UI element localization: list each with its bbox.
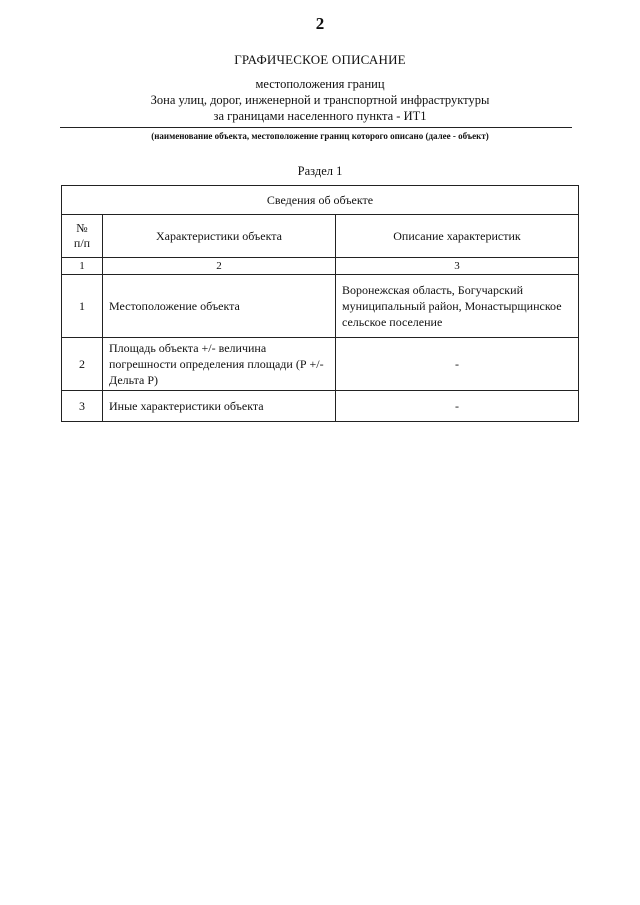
row-description: Воронежская область, Богучарский муниципальный район, Монастырщинское сельское поселение <box>336 275 579 338</box>
object-name-line-2: Зона улиц, дорог, инженерной и транспортной инфраструктуры <box>150 93 490 107</box>
column-header-characteristic: Характеристики объекта <box>103 215 336 258</box>
column-number-1: 1 <box>62 258 103 275</box>
column-number-3: 3 <box>336 258 579 275</box>
table-header: Сведения об объекте <box>62 186 579 215</box>
object-info-table <box>61 185 579 422</box>
column-number-2: 2 <box>103 258 336 275</box>
object-name-line-3: за границами населенного пункта - ИТ1 <box>213 109 427 123</box>
row-number: 1 <box>62 275 103 338</box>
object-name-caption: (наименование объекта, местоположение границ которого описано (далее - объект) <box>151 131 489 141</box>
table-header-row <box>62 186 579 215</box>
document-title: ГРАФИЧЕСКОЕ ОПИСАНИЕ <box>234 52 406 67</box>
row-characteristic: Местоположение объекта <box>103 275 336 338</box>
row-characteristic: Иные характеристики объекта <box>103 391 336 422</box>
column-numbers-row <box>62 258 579 275</box>
column-header-number: № п/п <box>62 215 103 258</box>
page-number: 2 <box>315 14 325 33</box>
object-name <box>60 76 580 124</box>
table-columns-row <box>62 215 579 258</box>
row-description: - <box>336 338 579 391</box>
column-header-description: Описание характеристик <box>336 215 579 258</box>
table-row <box>62 391 579 422</box>
section-title: Раздел 1 <box>297 164 343 178</box>
underline-divider <box>60 127 572 128</box>
row-description: - <box>336 391 579 422</box>
row-number: 2 <box>62 338 103 391</box>
row-characteristic: Площадь объекта +/- величина погрешности определения площади (Р +/- Дельта Р) <box>103 338 336 391</box>
table-row <box>62 338 579 391</box>
row-number: 3 <box>62 391 103 422</box>
table-row <box>62 275 579 338</box>
object-name-line-1: местоположения границ <box>255 77 385 91</box>
